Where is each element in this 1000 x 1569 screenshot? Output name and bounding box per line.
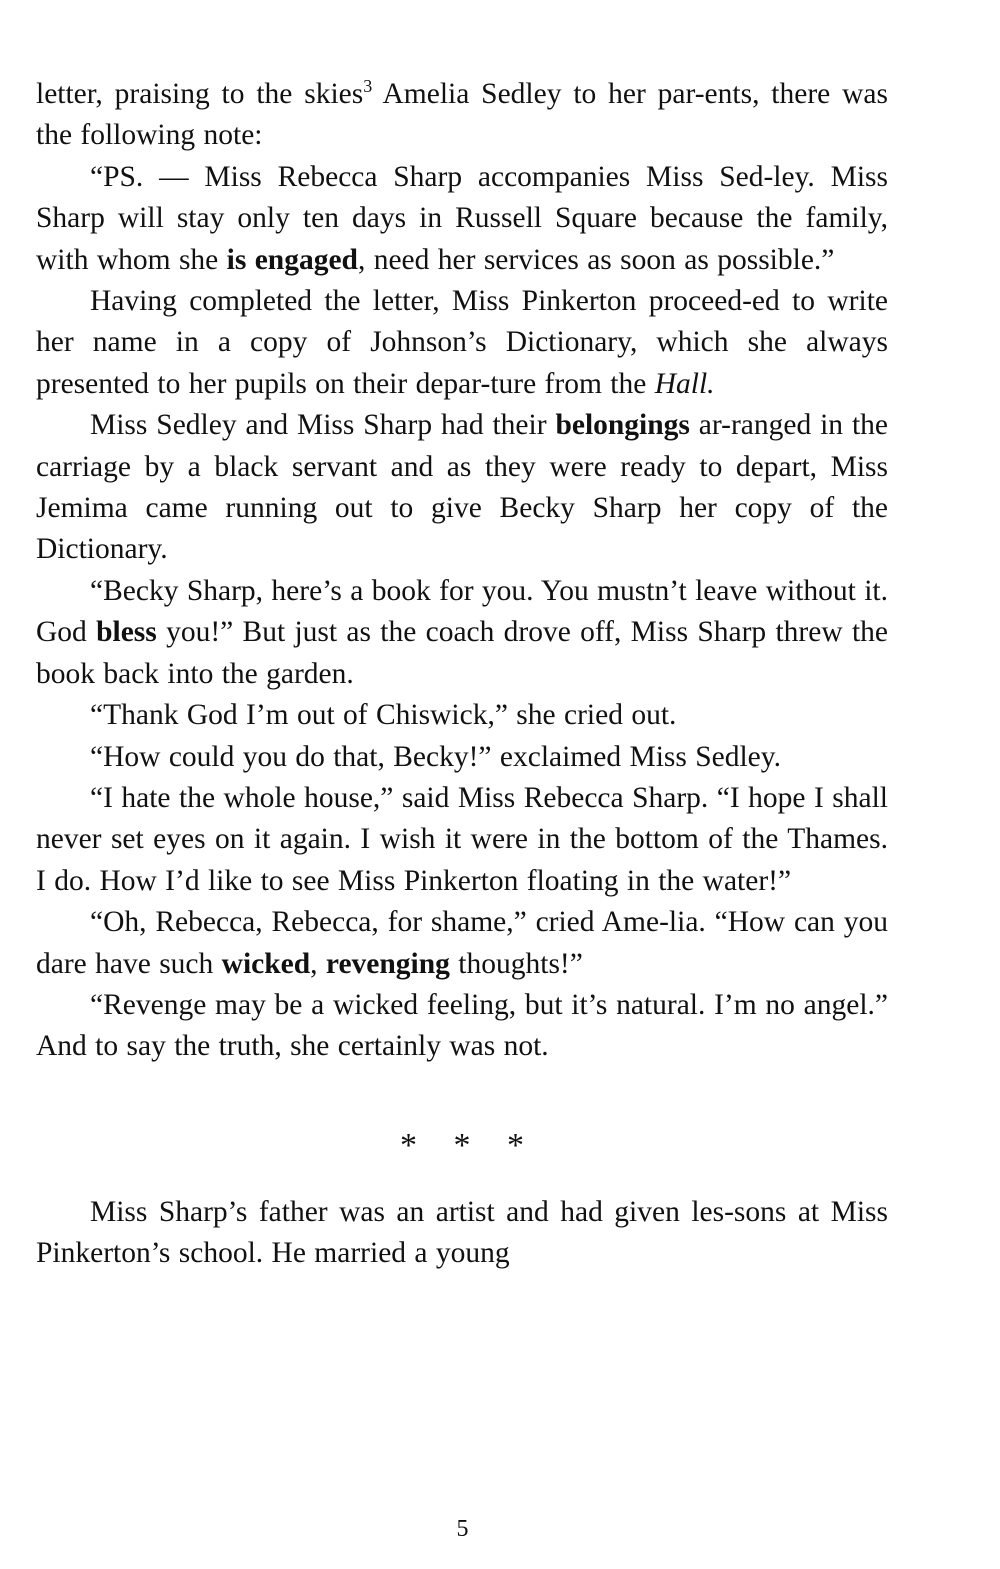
text-run: ar-ranged in the carriage by a black servant and as they were ready to depart, Miss Jemima came running out to give Becky Sharp her copy of the Dictionary. [36,409,888,566]
paragraph [36,74,888,157]
section-break: * * * [400,1126,538,1164]
text-run: Amelia Sedley to her par-ents, there was the following note: [36,78,888,152]
text-run: “I hate the whole house,” said Miss Rebecca Sharp. “I hope I shall never set eyes on it again. I wish it were in the bottom of the Thames. I do. How I’d like to see Miss Pinkerton floating in the water!” [36,781,888,897]
paragraph [36,405,888,571]
bold-term: bless [96,616,157,649]
paragraph [36,985,888,1068]
text-run: “Oh, Rebecca, Rebecca, for shame,” cried Ame-lia. “How can you dare have such [36,906,888,980]
text-run: , need her services as soon as possible.” [357,243,835,276]
text-run: “How could you do that, Becky!” exclaimed Miss Sedley. [90,740,781,773]
paragraph [36,695,888,736]
text-run: “Thank God I’m out of Chiswick,” she cried out. [90,699,677,732]
text-block [36,74,888,1068]
text-run: “Revenge may be a wicked feeling, but it’s natural. I’m no angel.” And to say the truth, she certainly was not. [36,988,888,1063]
bold-term: is engaged [226,243,358,276]
bold-term: wicked [221,947,311,980]
text-run: “Becky Sharp, here’s a book for you. You mustn’t leave without it. God [36,574,888,649]
paragraph [36,157,888,281]
text-run: Having completed the letter, Miss Pinkerton proceed-ed to write her name in a copy of Johnson’s Dictionary, which she always presented to her pupils on their depar-ture from the [36,285,888,400]
italic-term: Hall. [654,367,715,400]
paragraph [36,1192,888,1275]
paragraph [36,902,888,985]
page-number: 5 [456,1516,469,1542]
text-run: you!” But just as the coach drove off, Miss Sharp threw the book back into the garden. [36,616,888,690]
text-run: Miss Sedley and Miss Sharp had their [90,409,556,442]
paragraph [36,281,888,405]
text-run: “PS. — Miss Rebecca Sharp accompanies Miss Sed-ley. Miss Sharp will stay only ten days in Russell Square because the family, with whom she [36,160,888,276]
paragraph [36,571,888,695]
paragraph [36,778,888,902]
bold-term: belongings [555,409,690,442]
paragraph [36,737,888,778]
text-run: thoughts!” [449,947,583,980]
text-run: Miss Sharp’s father was an artist and had given les-sons at Miss Pinkerton’s school. He married a young [36,1195,888,1270]
text-run: , [310,947,326,980]
text-run: letter, praising to the skies [36,78,364,110]
footnote-marker: 3 [363,76,373,97]
bold-term: revenging [325,947,450,980]
text-block-continued [36,1192,888,1275]
page-body [36,74,888,1275]
